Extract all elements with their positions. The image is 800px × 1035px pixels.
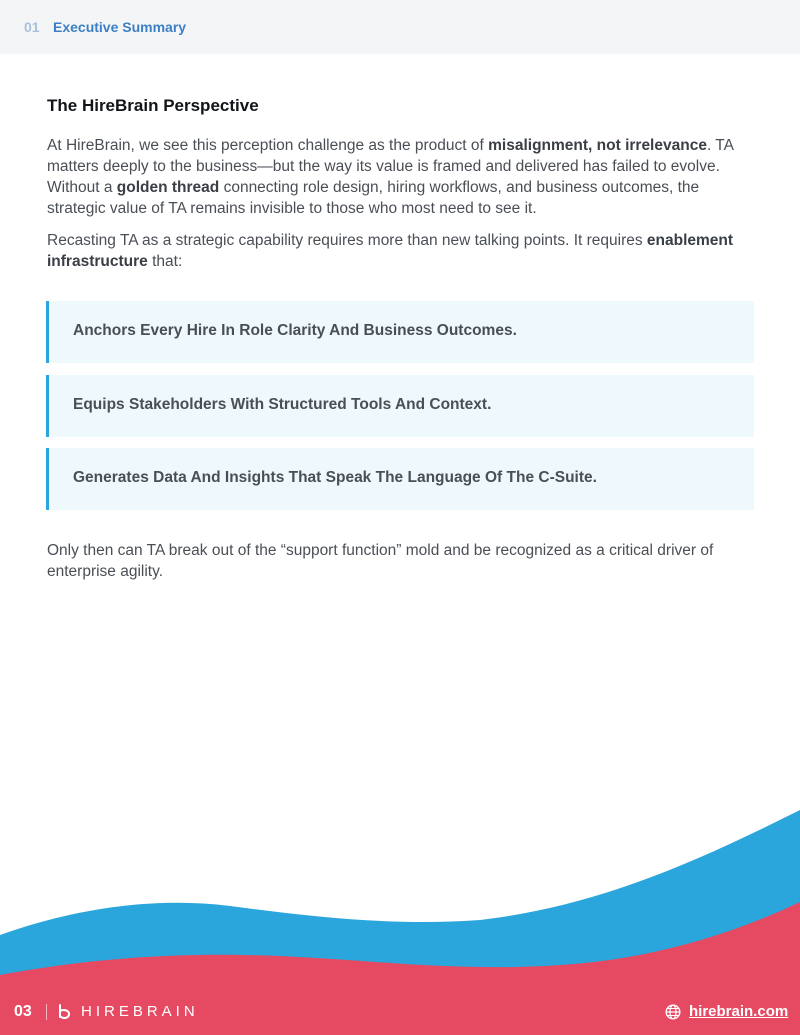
intro-text-2: . TA matters deeply to the business—but the way its value is framed and delivered has failed to evolve. Without a <box>47 137 734 196</box>
recasting-text-2: that: <box>147 253 183 270</box>
recasting-paragraph <box>47 230 747 272</box>
callout-text: Generates Data And Insights That Speak The Language Of The C-Suite. <box>73 469 597 486</box>
intro-text-3: connecting role design, hiring workflows, and business outcomes, the strategic value of TA remains invisible to those who most need to see it. <box>47 179 700 217</box>
callout-text: Anchors Every Hire In Role Clarity And Business Outcomes. <box>73 322 517 339</box>
intro-bold-1: misalignment, not irrelevance <box>488 137 707 154</box>
intro-paragraph <box>47 135 747 219</box>
recasting-bold: enablement infrastructure <box>47 232 734 270</box>
callout-text: Equips Stakeholders With Structured Tools And Context. <box>73 396 492 413</box>
page-title: The HireBrain Perspective <box>47 96 259 115</box>
callout-box <box>46 301 754 363</box>
section-title: Executive Summary <box>53 19 187 35</box>
callout-box <box>46 448 754 510</box>
callout-box <box>46 375 754 437</box>
section-number: 01 <box>24 19 40 35</box>
page-number: 03 <box>14 1003 32 1020</box>
section-header <box>0 0 800 54</box>
website-link[interactable]: hirebrain.com <box>689 1003 789 1020</box>
footer-divider <box>46 1004 47 1020</box>
globe-icon <box>665 1004 681 1020</box>
recasting-text-1: Recasting TA as a strategic capability requires more than new talking points. It requires <box>47 232 647 249</box>
footer-wave-decoration <box>0 800 800 1035</box>
hirebrain-logo-text: HIREBRAIN <box>81 1003 199 1020</box>
closing-paragraph: Only then can TA break out of the “support function” mold and be recognized as a critical driver of enterprise agility. <box>47 542 714 580</box>
intro-text-1: At HireBrain, we see this perception challenge as the product of <box>47 137 489 154</box>
intro-bold-2: golden thread <box>116 179 220 196</box>
hirebrain-logo-icon <box>58 1004 72 1020</box>
